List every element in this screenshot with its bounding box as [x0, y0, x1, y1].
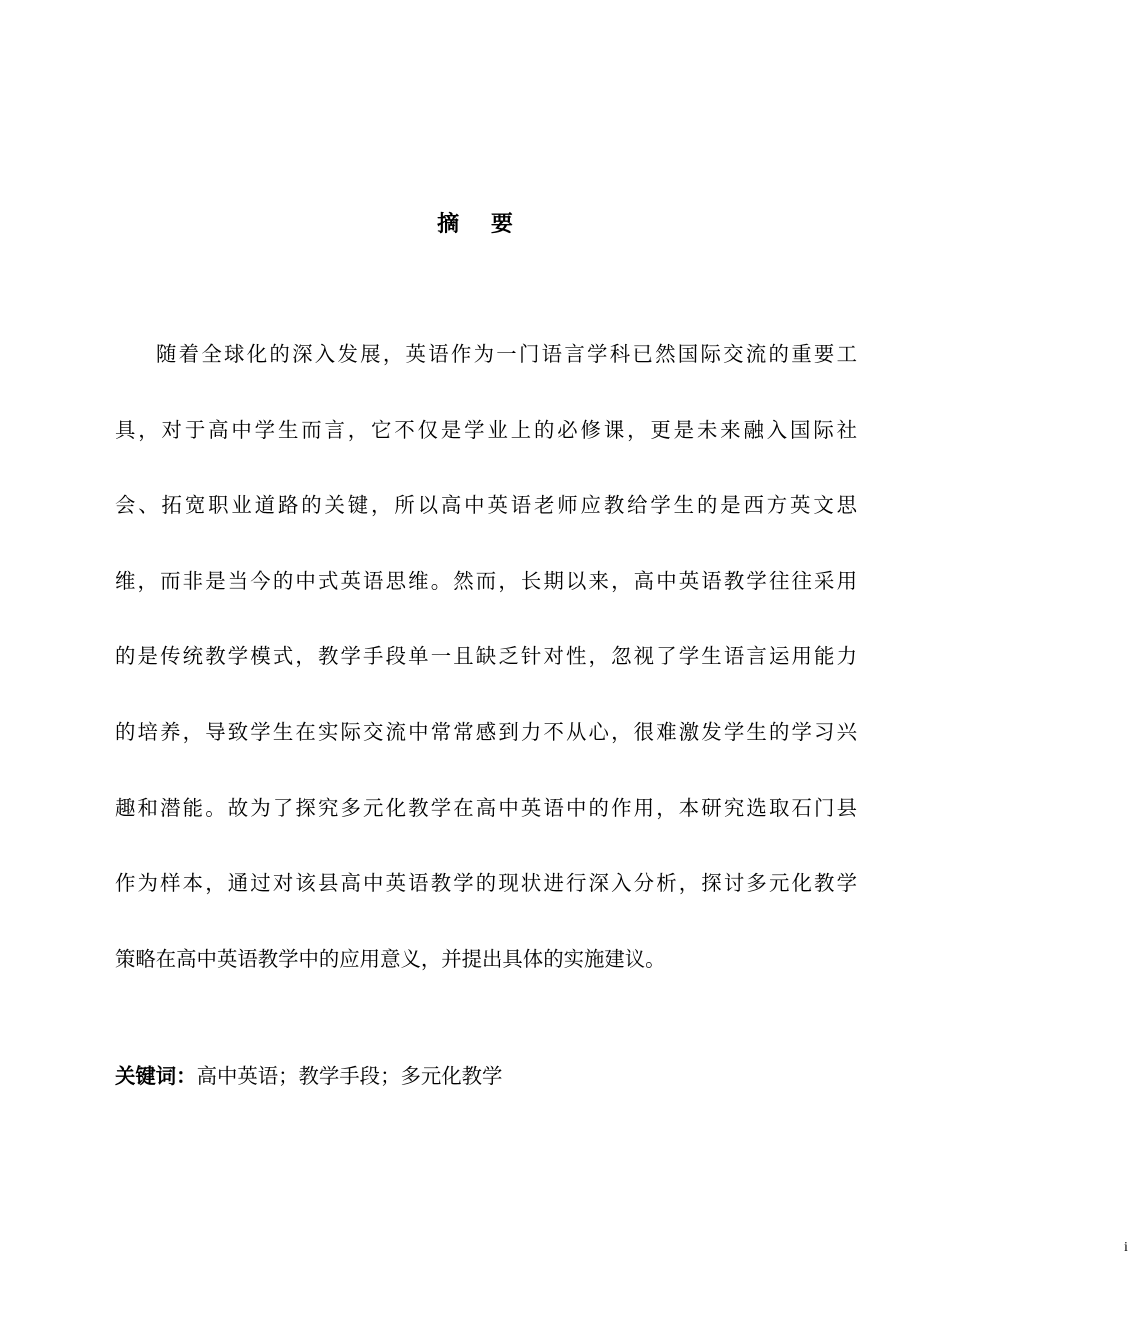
keywords-label: 关键词：	[115, 1064, 197, 1088]
abstract-line: 趣和潜能。故为了探究多元化教学在高中英语中的作用，本研究选取石门县	[115, 795, 857, 820]
abstract-line: 的是传统教学模式，教学手段单一且缺乏针对性，忽视了学生语言运用能力	[115, 644, 857, 669]
abstract-line: 具，对于高中学生而言，它不仅是学业上的必修课，更是未来融入国际社	[115, 417, 857, 442]
abstract-line: 作为样本，通过对该县高中英语教学的现状进行深入分析，探讨多元化教学	[115, 871, 857, 896]
keywords-text: 高中英语；教学手段；多元化教学	[196, 1064, 503, 1088]
abstract-title: 摘 要	[437, 212, 525, 237]
abstract-line: 维，而非是当今的中式英语思维。然而，长期以来，高中英语教学往往采用	[115, 568, 857, 593]
keywords-line	[115, 1058, 857, 1094]
abstract-line: 会、拓宽职业道路的关键，所以高中英语老师应教给学生的是西方英文思	[115, 493, 857, 518]
page-number: i	[1124, 1240, 1128, 1255]
page-number-container	[0, 1238, 1128, 1258]
abstract-line: 随着全球化的深入发展，英语作为一门语言学科已然国际交流的重要工	[156, 342, 857, 366]
abstract-line: 策略在高中英语教学中的应用意义，并提出具体的实施建议。	[115, 946, 666, 971]
abstract-body	[115, 333, 857, 1013]
abstract-line: 的培养，导致学生在实际交流中常常感到力不从心，很难激发学生的学习兴	[115, 719, 857, 744]
